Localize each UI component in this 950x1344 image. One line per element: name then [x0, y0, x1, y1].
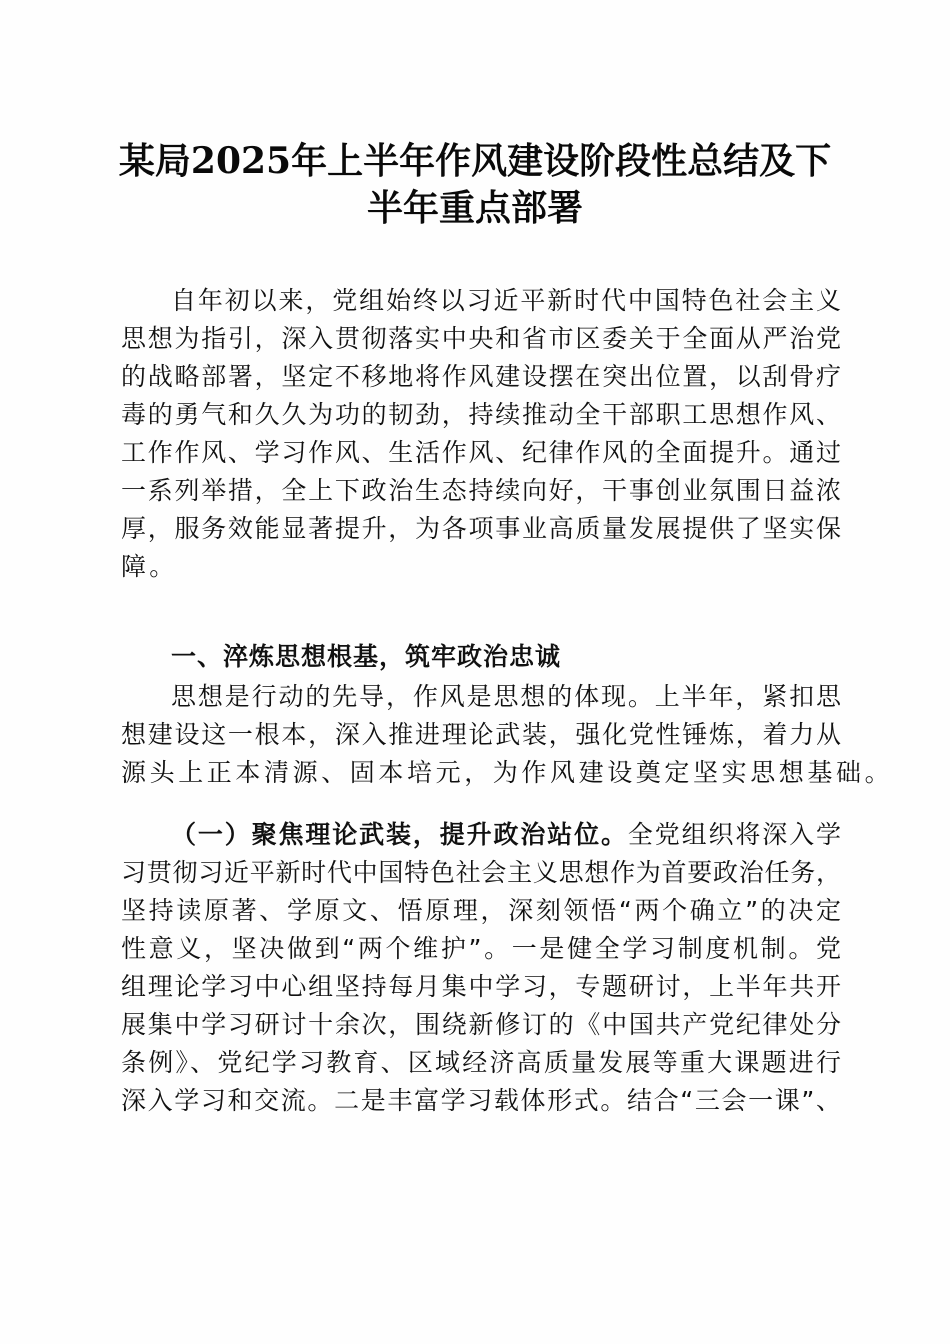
paragraph-line: 障。: [121, 552, 178, 581]
section-heading: 一、淬炼思想根基，筑牢政治忠诚: [171, 642, 562, 671]
paragraph-line: 组理论学习中心组坚持每月集中学习，专题研讨，上半年共开: [121, 972, 841, 1001]
paragraph-line: 的战略部署，坚定不移地将作风建设摆在突出位置，以刮骨疗: [121, 362, 841, 391]
paragraph-line: 性意义，坚决做到“两个维护”。一是健全学习制度机制。党: [121, 934, 841, 963]
paragraph-line: 自年初以来，党组始终以习近平新时代中国特色社会主义: [171, 286, 841, 315]
paragraph-line: 深入学习和交流。二是丰富学习载体形式。结合“三会一课”、: [121, 1086, 841, 1115]
paragraph-line: 毒的勇气和久久为功的韧劲，持续推动全干部职工思想作风、: [121, 400, 841, 429]
paragraph-line: 思想是行动的先导，作风是思想的体现。上半年，紧扣思: [171, 682, 841, 711]
paragraph-line: 一系列举措，全上下政治生态持续向好，干事创业氛围日益浓: [121, 476, 841, 505]
paragraph-line: 展集中学习研讨十余次，围绕新修订的《中国共产党纪律处分: [121, 1010, 841, 1039]
document-title-line-2: 半年重点部署: [366, 187, 583, 229]
section-heading-block: [121, 638, 841, 676]
paragraph-line: [121, 816, 841, 854]
section-paragraph: [121, 678, 894, 792]
paragraph-line: 坚持读原著、学原文、悟原理，深刻领悟“两个确立”的决定: [121, 896, 841, 925]
paragraph-line: 思想为指引，深入贯彻落实中央和省市区委关于全面从严治党: [121, 324, 841, 353]
document-title-line-1: 某局2025年上半年作风建设阶段性总结及下: [118, 140, 832, 182]
paragraph-line: 源头上正本清源、固本培元，为作风建设奠定坚实思想基础。: [121, 758, 894, 787]
intro-paragraph: [121, 282, 841, 586]
subsection-lead: （一）聚焦理论武装，提升政治站位。: [171, 820, 628, 849]
subsection-paragraph: [121, 816, 841, 1120]
subsection-first-line-rest: 全党组织将深入学: [627, 820, 841, 849]
paragraph-line: 想建设这一根本，深入推进理论武装，强化党性锤炼，着力从: [121, 720, 841, 749]
paragraph-line: 厚，服务效能显著提升，为各项事业高质量发展提供了坚实保: [121, 514, 841, 543]
paragraph-line: 条例》、党纪学习教育、区域经济高质量发展等重大课题进行: [121, 1048, 841, 1077]
paragraph-line: 工作作风、学习作风、生活作风、纪律作风的全面提升。通过: [121, 438, 841, 467]
paragraph-line: 习贯彻习近平新时代中国特色社会主义思想作为首要政治任务，: [121, 858, 841, 887]
